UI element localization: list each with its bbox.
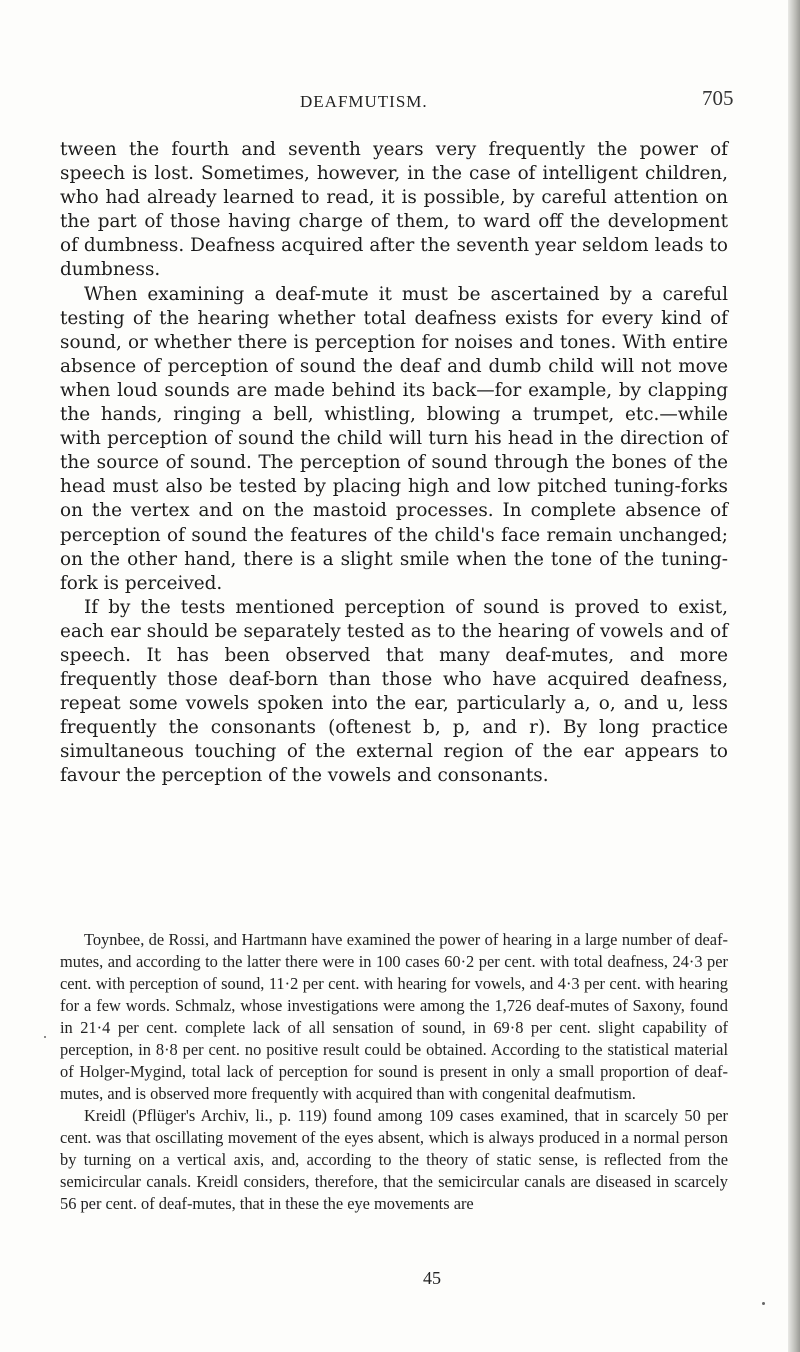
small-print-notes xyxy=(60,929,728,1215)
paper-speck xyxy=(44,1036,46,1038)
body-paragraph-1: tween the fourth and seventh years very frequently the power of speech is lost. Sometimes, however, in the case of intelligent children, who had already learned to read, it is possible, by careful attention on the part of those having charge of them, to ward off the development of dumbness. Deafness acquired after the seventh year seldom leads to dumbness. xyxy=(60,139,728,281)
page-edge-shadow xyxy=(788,0,800,1352)
page-header xyxy=(0,86,800,116)
body-paragraph-2: When examining a deaf-mute it must be ascertained by a careful testing of the hearing whether total deafness exists for every kind of sound, or whether there is perception for noises and tones. With entire absence of perception of sound the deaf and dumb child will not move when loud sounds are made behind its back—for example, by clapping the hands, ringing a bell, whistling, blowing a trumpet, etc.—while with perception of sound the child will turn his head in the direction of the source of sound. The perception of sound through the bones of the head must also be tested by placing high and low pitched tuning-forks on the vertex and on the mastoid processes. In complete absence of perception of sound the features of the child's face remain unchanged; on the other hand, there is a slight smile when the tone of the tuning-fork is perceived. xyxy=(60,283,728,594)
paper-speck xyxy=(762,1302,765,1305)
body-paragraph-3: If by the tests mentioned perception of sound is proved to exist, each ear should be separately tested as to the hearing of vowels and of speech. It has been observed that many deaf-mutes, and more frequently those deaf-born than those who have acquired deafness, repeat some vowels spoken into the ear, particularly a, o, and u, less frequently the consonants (oftenest b, p, and r). By long practice simultaneous touching of the external region of the ear appears to favour the perception of the vowels and consonants. xyxy=(60,596,728,787)
note-paragraph-1: Toynbee, de Rossi, and Hartmann have examined the power of hearing in a large number of deaf-mutes, and according to the latter there were in 100 cases 60·2 per cent. with total deafness, 24·3 per cent. with perception of sound, 11·2 per cent. with hearing for vowels, and 4·3 per cent. with hearing for a few words. Schmalz, whose investigations were among the 1,726 deaf-mutes of Saxony, found in 21·4 per cent. complete lack of all sensation of sound, in 69·8 per cent. slight capability of perception, in 8·8 per cent. no positive result could be obtained. According to the statistical material of Holger-Mygind, total lack of perception for sound is present in only a small proportion of deaf-mutes, and is observed more frequently with acquired than with congenital deafmutism. xyxy=(60,930,728,1103)
main-text xyxy=(60,138,728,789)
signature-mark: 45 xyxy=(423,1268,441,1288)
running-head: DEAFMUTISM. xyxy=(300,92,428,111)
note-paragraph-2: Kreidl (Pflüger's Archiv, li., p. 119) found among 109 cases examined, that in scarcely 50 per cent. was that oscillating movement of the eyes absent, which is always produced in a normal person by turning on a vertical axis, and, according to the theory of static sense, is reflected from the semicircular canals. Kreidl considers, therefore, that the semicircular canals are diseased in scarcely 56 per cent. of deaf-mutes, that in these the eye movements are xyxy=(60,1106,728,1213)
page-number: 705 xyxy=(702,86,734,110)
